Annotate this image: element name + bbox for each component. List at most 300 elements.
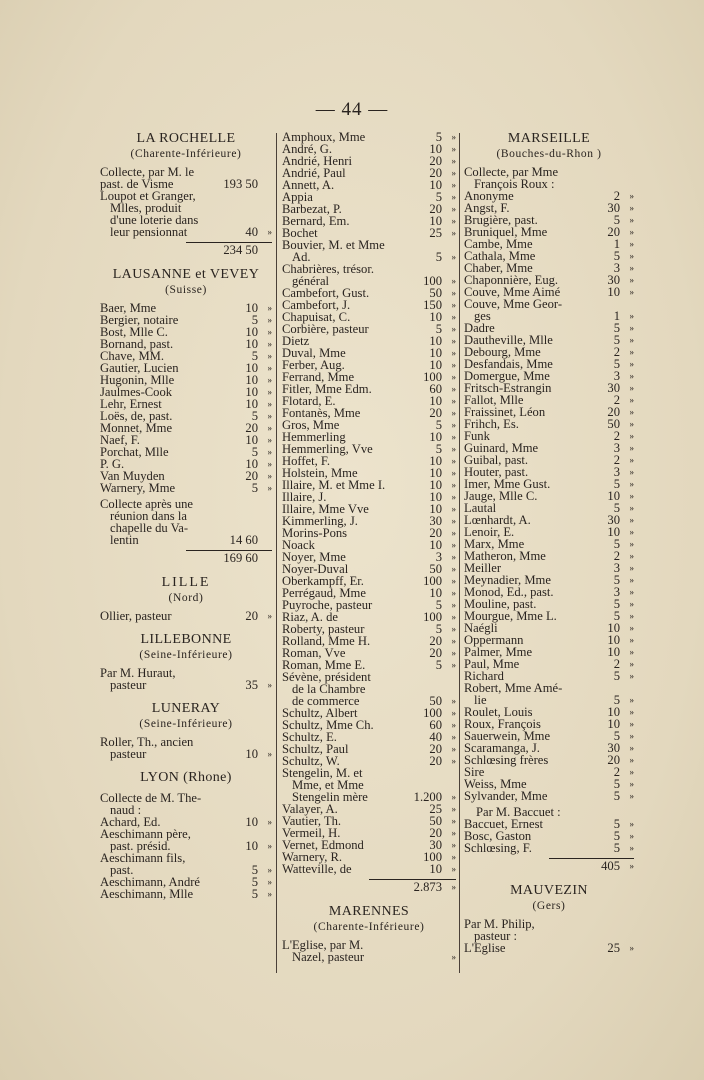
entry-name: de commerce [292,694,360,708]
entry-name: Lœnhardt, A. [464,513,531,527]
entry-ditto: » [451,288,456,298]
entry-amount: 10 [245,361,258,375]
entry-amount: 100 [423,574,442,588]
entry-ditto: » [451,576,456,586]
spacer [100,622,272,632]
entry-ditto: » [451,180,456,190]
entry-amount: 5 [613,669,620,683]
entry-ditto: » [451,840,456,850]
entry-ditto: » [629,443,634,453]
entry-ditto: » [629,347,634,357]
entry-amount: 10 [245,815,258,829]
entry-name: Ferber, Aug. [282,358,345,372]
page-number: — 44 — [315,99,389,120]
entry-amount: 20 [607,225,620,239]
entry-ditto: » [451,432,456,442]
entry-name: Lautal [464,501,497,515]
entry-ditto: » [267,411,272,421]
entry-ditto: » [451,952,456,962]
entry-name: Gros, Mme [282,418,340,432]
entry-ditto: » [629,503,634,513]
entry-ditto: » [451,588,456,598]
entry-amount: 30 [429,838,442,852]
entry-amount: 2 [613,189,620,203]
entry-name: Funk [464,429,490,443]
entry-name: Chapuisat, C. [282,310,351,324]
entry-name: Richard [464,669,504,683]
entry-ditto: » [629,767,634,777]
entry-amount: 10 [607,705,620,719]
entry-name: Ferrand, Mme [282,370,355,384]
entry-amount: 5 [613,573,620,587]
entry-amount: 10 [245,397,258,411]
entry-name: Flotard, E. [282,394,336,408]
entry-ditto: » [451,384,456,394]
entry-amount: 5 [613,537,620,551]
entry-name: Bouvier, M. et Mme [282,238,385,252]
entry-ditto: » [629,831,634,841]
entry-amount: 2 [613,453,620,467]
entry-amount: 5 [613,477,620,491]
entry-amount: 10 [429,214,442,228]
entry-ditto: » [267,303,272,313]
entry-name: Andrié, Henri [282,154,352,168]
entry-ditto: » [451,504,456,514]
entry-amount: 10 [429,334,442,348]
entry-amount: 5 [613,817,620,831]
entry-ditto: » [451,144,456,154]
entry-amount: 20 [245,609,258,623]
entry-amount: 2 [613,765,620,779]
entry-amount: 5 [251,349,258,363]
list-item [100,748,272,760]
entry-name: Guibal, past. [464,453,529,467]
entry-amount: 30 [607,273,620,287]
entry-name: Sévène, président [282,670,371,684]
entry-ditto: » [629,755,634,765]
entry-ditto: » [267,483,272,493]
entry-name: Brugière, past. [464,213,538,227]
entry-ditto: » [267,351,272,361]
entry-ditto: » [451,600,456,610]
entry-ditto: » [451,756,456,766]
section-subheading: (Bouches-du-Rhon ) [496,148,602,160]
entry-amount: 10 [245,433,258,447]
entry-amount: 10 [245,337,258,351]
section-heading: MARSEILLE [507,131,591,146]
entry-name: Vermeil, H. [282,826,341,840]
entry-name: Aeschimann, André [100,875,201,889]
entry-name: Bornand, past. [100,337,174,351]
entry-name: Roman, Vve [282,646,346,660]
entry-amount: 10 [607,621,620,635]
entry-name: Hugonin, Mlle [100,373,175,387]
entry-amount: 20 [429,166,442,180]
entry-name: Roman, Mme E. [282,658,366,672]
entry-ditto: » [629,215,634,225]
entry-ditto: » [451,744,456,754]
entry-name: Gautier, Lucien [100,361,179,375]
entry-name: Chaber, Mme [464,261,533,275]
entry-name: Angst, F. [464,201,510,215]
entry-amount: 10 [429,586,442,600]
entry-amount: 3 [613,585,620,599]
entry-name: Bochet [282,226,318,240]
entry-amount: 5 [613,789,620,803]
entry-ditto: » [451,204,456,214]
entry-amount: 100 [423,370,442,384]
entry-name: pasteur [110,747,147,761]
entry-name: Lenoir, E. [464,525,515,539]
entry-ditto: » [451,552,456,562]
entry-name: Couve, Mme Aimé [464,285,561,299]
entry-name: Scaramanga, J. [464,741,540,755]
entry-amount: 30 [607,201,620,215]
entry-ditto: » [267,841,272,851]
entry-name: Dautheville, Mlle [464,333,553,347]
entry-name: Guinard, Mme [464,441,539,455]
entry-ditto: » [451,252,456,262]
section-subheading: (Charente-Inférieure) [313,921,425,933]
entry-ditto: » [451,816,456,826]
entry-amount: 5 [613,693,620,707]
entry-name: Par M. Huraut, [100,666,176,680]
entry-ditto: » [451,312,456,322]
entry-name: Schultz, Albert [282,706,358,720]
entry-name: P. G. [100,457,125,471]
entry-name: lentin [110,533,139,547]
entry-ditto: » [451,540,456,550]
entry-name: Noyer, Mme [282,550,346,564]
entry-ditto: » [629,191,634,201]
entry-ditto: » [451,420,456,430]
entry-amount: 5 [251,863,258,877]
column-divider [276,133,277,973]
entry-ditto: » [451,732,456,742]
entry-amount: 10 [429,430,442,444]
entry-ditto: » [629,575,634,585]
entry-name: Hemmerling [282,430,346,444]
entry-ditto: » [267,447,272,457]
entry-ditto: » [451,408,456,418]
entry-ditto: » [267,387,272,397]
entry-ditto: » [451,696,456,706]
entry-ditto: » [629,239,634,249]
entry-amount: 5 [613,829,620,843]
entry-name: L'Eglise [464,941,506,955]
entry-ditto: » [629,635,634,645]
entry-amount: 5 [613,357,620,371]
entry-name: Oppermann [464,633,524,647]
entry-ditto: » [629,943,634,953]
entry-amount: 10 [429,478,442,492]
entry-ditto: » [451,636,456,646]
entry-amount: 10 [245,385,258,399]
entry-amount: 10 [429,538,442,552]
entry-name: Robert, Mme Amé- [464,681,563,695]
entry-amount: 10 [429,310,442,324]
entry-amount: 150 [423,298,442,312]
entry-amount: 5 [435,442,442,456]
entry-amount: 1 [613,309,620,323]
entry-name: Perrégaud, Mme [282,586,366,600]
section-heading: MARENNES [328,904,410,919]
entry-amount: 10 [245,325,258,339]
entry-amount: 5 [435,658,442,672]
entry-ditto: » [629,659,634,669]
entry-ditto: » [451,864,456,874]
entry-amount: 5 [251,409,258,423]
list-item [464,790,634,802]
list-item [464,682,634,694]
entry-name: Par M. Philip, [464,917,535,931]
spacer [100,691,272,701]
entry-name: Amphoux, Mme [282,130,366,144]
entry-name: Schultz, Mme Ch. [282,718,374,732]
entry-name: Lehr, Ernest [100,397,162,411]
entry-amount: 20 [429,202,442,216]
entry-ditto: » [629,335,634,345]
entry-amount: 5 [613,321,620,335]
entry-name: naud : [110,803,142,817]
entry-amount: 5 [251,481,258,495]
entry-amount: 10 [245,457,258,471]
entry-name: Monod, Ed., past. [464,585,554,599]
entry-amount: 5 [613,609,620,623]
total-row [100,551,272,565]
entry-name: past. [110,863,134,877]
entry-name: Puyroche, pasteur [282,598,373,612]
entry-amount: 2 [613,549,620,563]
entry-name: Cambefort, J. [282,298,351,312]
entry-amount: 40 [245,225,258,239]
entry-name: Achard, Ed. [100,815,161,829]
entry-amount: 20 [429,634,442,648]
entry-ditto: » [629,467,634,477]
entry-amount: 20 [429,526,442,540]
entry-amount: 3 [613,561,620,575]
list-item [464,754,634,766]
entry-name: Couve, Mme Geor- [464,297,563,311]
entry-name: Meiller [464,561,502,575]
entry-ditto: » [451,456,456,466]
entry-ditto: » [267,227,272,237]
entry-name: Frihch, Es. [464,417,519,431]
entry-name: Baer, Mme [100,301,157,315]
entry-ditto: » [451,372,456,382]
entry-amount: 3 [435,550,442,564]
section-heading: LYON (Rhone) [140,770,232,785]
entry-ditto: » [451,648,456,658]
entry-amount: 50 [429,286,442,300]
entry-ditto: » [629,323,634,333]
entry-amount: 5 [435,130,442,144]
entry-ditto: » [629,707,634,717]
entry-name: L'Eglise, par M. [282,938,364,952]
entry-name: Domergue, Mme [464,369,550,383]
entry-name: Roux, François [464,717,541,731]
entry-name: Warnery, Mme [100,481,176,495]
entry-amount: 20 [429,826,442,840]
entry-amount: 5 [251,875,258,889]
entry-name: Illaire, Mme Vve [282,502,369,516]
entry-amount: 5 [613,333,620,347]
entry-ditto: » [267,375,272,385]
entry-name: Jauge, Mlle C. [464,489,538,503]
list-item [464,942,634,954]
entry-name: Sire [464,765,485,779]
entry-name: Fraissinet, Léon [464,405,546,419]
entry-amount: 100 [423,850,442,864]
spacer [100,257,272,267]
entry-ditto: » [629,527,634,537]
entry-name: Riaz, A. de [282,610,338,624]
entry-name: Noyer-Duval [282,562,349,576]
entry-name: Aeschimann fils, [100,851,186,865]
list-item [100,534,272,546]
entry-amount: 10 [429,394,442,408]
entry-name: Houter, past. [464,465,529,479]
entry-name: Anonyme [464,189,514,203]
section-heading: MAUVEZIN [510,883,588,898]
entry-ditto: » [629,287,634,297]
entry-name: Porchat, Mlle [100,445,169,459]
entry-name: Schlœsing, F. [464,841,532,855]
entry-ditto: » [629,743,634,753]
entry-name: Bernard, Em. [282,214,350,228]
entry-name: ges [474,309,491,323]
total-row [464,859,634,873]
entry-name: Fontanès, Mme [282,406,361,420]
entry-amount: 5 [613,777,620,791]
entry-name: Roulet, Louis [464,705,533,719]
entry-ditto: » [451,804,456,814]
entry-amount: 10 [429,454,442,468]
entry-ditto: » [629,843,634,853]
entry-amount: 3 [613,369,620,383]
entry-ditto: » [267,889,272,899]
entry-ditto: » [451,360,456,370]
entry-ditto: » [629,819,634,829]
entry-amount: 10 [429,358,442,372]
total-amount: 234 50 [223,243,258,257]
entry-name: Debourg, Mme [464,345,541,359]
section-subheading: (Suisse) [165,284,207,296]
entry-ditto: » [629,647,634,657]
entry-amount: 3 [613,261,620,275]
entry-name: Collecte, par Mme [464,165,559,179]
entry-ditto: » [451,396,456,406]
text-line: chapelle du Va- [110,521,189,535]
entry-name: Morins-Pons [282,526,348,540]
list-item [100,610,272,622]
spacer [100,760,272,770]
total-amount: 2.873 [413,880,442,894]
entry-name: Illaire, M. et Mme I. [282,478,386,492]
entry-ditto: » [629,263,634,273]
entry-ditto: » [629,383,634,393]
entry-amount: 10 [429,466,442,480]
entry-name: Dietz [282,334,310,348]
entry-name: Mouline, past. [464,597,537,611]
entry-name: Chave, MM. [100,349,165,363]
entry-amount: 5 [435,418,442,432]
entry-ditto: » [267,423,272,433]
entry-amount: 10 [429,178,442,192]
entry-ditto: » [267,471,272,481]
entry-ditto: » [451,660,456,670]
entry-amount: 50 [429,814,442,828]
entry-ditto: » [451,528,456,538]
entry-amount: 2 [613,657,620,671]
entry-name: Illaire, J. [282,490,327,504]
entry-name: Appia [282,190,313,204]
entry-name: Ad. [292,250,311,264]
entry-ditto: » [629,455,634,465]
entry-name: Andrié, Paul [282,166,346,180]
entry-name: André, G. [282,142,333,156]
text-line: Par M. Baccuet : [476,805,561,819]
entry-ditto: » [629,251,634,261]
section-heading: LILLE [161,575,211,590]
entry-amount: 5 [613,729,620,743]
list-item [464,842,634,854]
entry-name: Hemmerling, Vve [282,442,373,456]
entry-name: Fritsch-Estrangin [464,381,552,395]
entry-name: lie [474,693,487,707]
entry-ditto: » [451,480,456,490]
entry-name: Hoffet, F. [282,454,331,468]
entry-ditto: » [629,587,634,597]
section-subheading: (Seine-Inférieure) [139,718,233,730]
entry-name: Kimmerling, J. [282,514,358,528]
entry-name: Mme, et Mme [292,778,364,792]
entry-name: Schultz, Paul [282,742,349,756]
entry-amount: 2 [613,393,620,407]
entry-name: Aeschimann père, [100,827,191,841]
entry-amount: 3 [613,465,620,479]
entry-name: de la Chambre [292,682,366,696]
entry-ditto: » [629,671,634,681]
entry-ditto: » [629,431,634,441]
entry-amount: 10 [245,373,258,387]
entry-ditto: » [267,459,272,469]
entry-name: Paul, Mme [464,657,520,671]
list-item [100,679,272,691]
entry-amount: 20 [245,421,258,435]
entry-name: past. présid. [110,839,171,853]
entry-amount: 5 [251,887,258,901]
entry-amount: 10 [607,717,620,731]
entry-amount: 100 [423,706,442,720]
list-item [100,226,272,238]
entry-ditto: » [451,708,456,718]
entry-name: Noack [282,538,315,552]
entry-amount: 60 [429,382,442,396]
column-divider [459,133,460,973]
entry-ditto: » [451,228,456,238]
entry-ditto: » [629,491,634,501]
entry-amount: 20 [429,742,442,756]
entry-amount: 5 [435,598,442,612]
entry-name: Oberkampff, Er. [282,574,364,588]
entry-name: Barbezat, P. [282,202,342,216]
entry-name: Fallot, Mlle [464,393,524,407]
entry-ditto: » [629,719,634,729]
entry-amount: 25 [607,941,620,955]
entry-name: Ollier, pasteur [100,609,172,623]
entry-name: Stengelin mère [292,790,368,804]
